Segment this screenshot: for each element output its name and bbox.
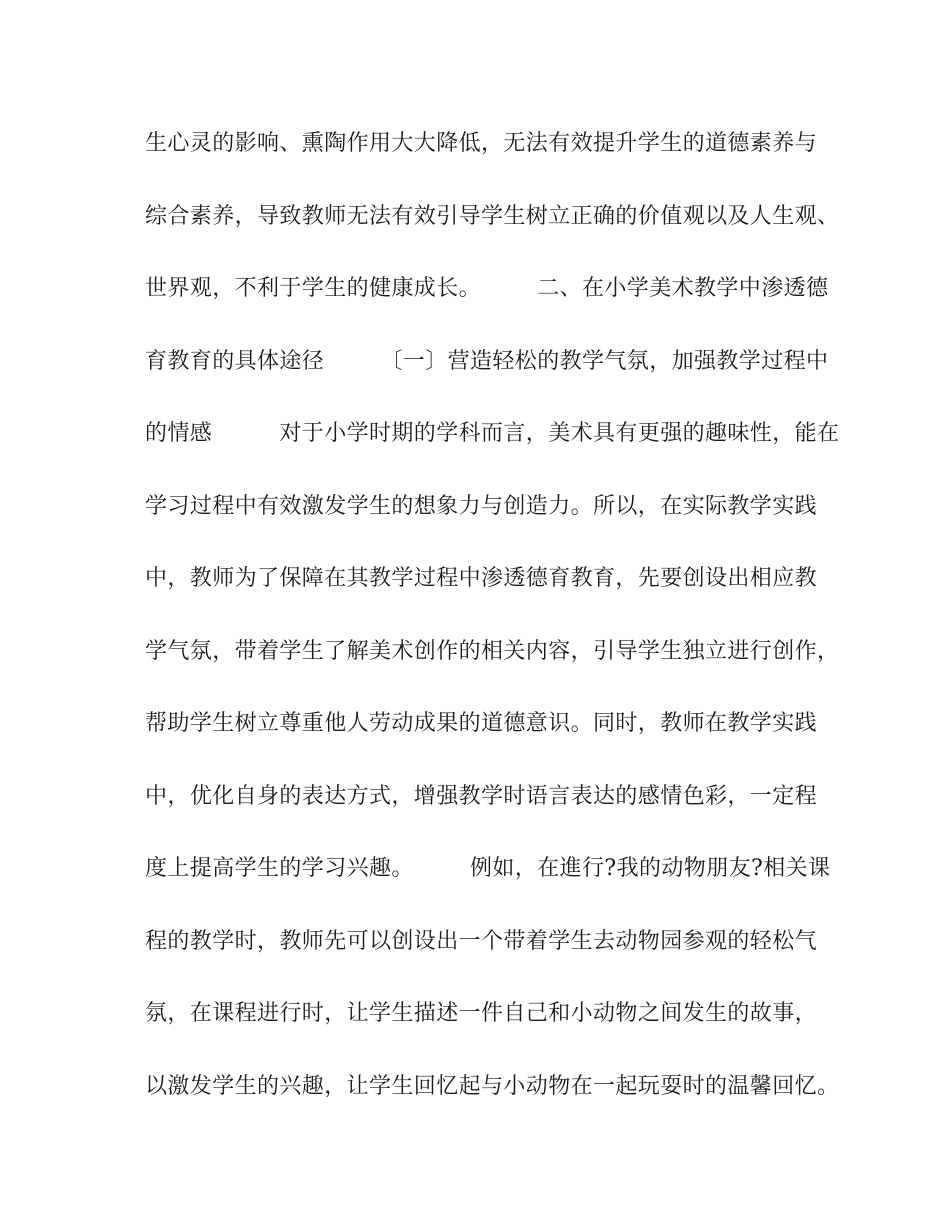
text-line-9: 帮助学生树立尊重他人劳动成果的道德意识。同时，教师在教学实践	[145, 711, 818, 736]
text-line-12: 程的教学时，教师先可以创设出一个带着学生去动物园参观的轻松气	[145, 928, 818, 954]
text-line-4: 育教育的具体途径 〔一〕营造轻松的教学气氛，加强教学过程中	[145, 348, 829, 374]
text-line-6: 学习过程中有效激发学生的想象力与创造力。所以，在实际教学实践	[145, 493, 818, 519]
text-line-11: 度上提高学生的学习兴趣。 例如，在進行?我的动物朋友?相关课	[145, 856, 831, 881]
text-line-3: 世界观，不利于学生的健康成长。 二、在小学美术教学中渗透德	[145, 276, 829, 301]
text-line-13: 氛，在课程进行时，让学生描述一件自己和小动物之间发生的故事，	[145, 1001, 818, 1026]
text-line-14: 以激发学生的兴趣，让学生回忆起与小动物在一起玩耍时的温馨回忆。	[145, 1073, 840, 1099]
text-line-5: 的情感 对于小学时期的学科而言，美术具有更强的趣味性，能在	[145, 421, 840, 446]
text-line-1: 生心灵的影响、熏陶作用大大降低，无法有效提升学生的道德素养与	[145, 131, 818, 156]
body-text	[145, 124, 840, 1139]
text-line-7: 中，教师为了保障在其教学过程中渗透德育教育，先要创设出相应教	[145, 566, 818, 591]
text-line-2: 综合素养，导致教师无法有效引导学生树立正确的价值观以及人生观、	[145, 203, 840, 229]
text-line-10: 中，优化自身的表达方式，增强教学时语言表达的感情色彩，一定程	[145, 783, 818, 809]
text-line-8: 学气氛，带着学生了解美术创作的相关内容，引导学生独立进行创作，	[145, 638, 840, 664]
